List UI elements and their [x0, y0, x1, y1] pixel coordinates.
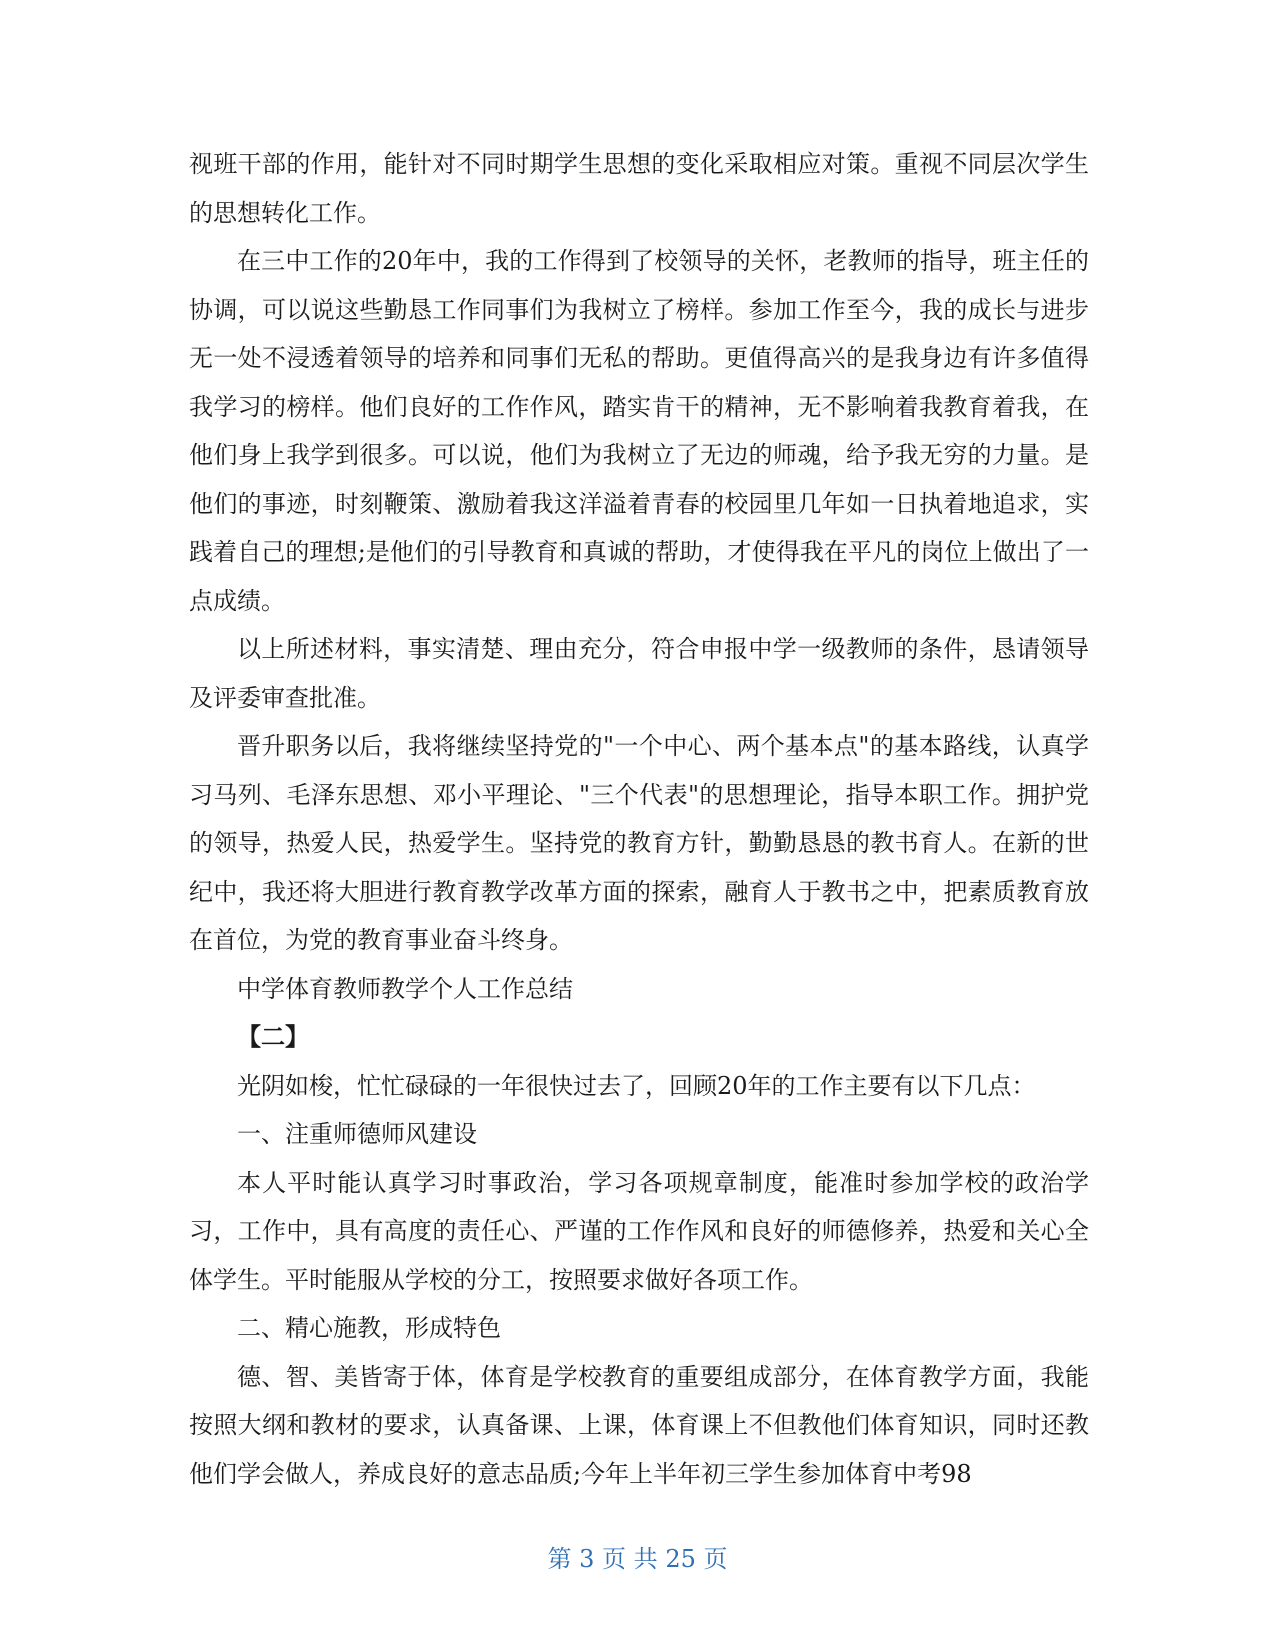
subheading-1: 一、注重师德师风建设	[237, 1120, 477, 1148]
paragraph-ethics: 本人平时能认真学习时事政治，学习各项规章制度，能准时参加学校的政治学习，工作中，具有高度的责任心、严谨的工作作风和良好的师德修养，热爱和关心全体学生。平时能服从学校的分工，按照要求做好各项工作。	[189, 1168, 1089, 1294]
footer-current-page: 3	[579, 1545, 595, 1573]
paragraph-teaching: 德、智、美皆寄于体，体育是学校教育的重要组成部分，在体育教学方面，我能按照大纲和教材的要求，认真备课、上课，体育课上不但教他们体育知识，同时还教他们学会做人，养成良好的意志品质;今年上半年初三学生参加体育中考98	[189, 1362, 1089, 1488]
document-body	[189, 140, 1089, 1498]
subheading-2: 二、精心施教，形成特色	[237, 1314, 501, 1342]
paragraph-3: 以上所述材料，事实清楚、理由充分，符合申报中学一级教师的条件，恳请领导及评委审查批准。	[189, 635, 1089, 712]
paragraph-2: 在三中工作的20年中，我的工作得到了校领导的关怀，老教师的指导，班主任的协调，可以说这些勤恳工作同事们为我树立了榜样。参加工作至今，我的成长与进步无一处不浸透着领导的培养和同事们无私的帮助。更值得高兴的是我身边有许多值得我学习的榜样。他们良好的工作作风，踏实肯干的精神，无不影响着我教育着我，在他们身上我学到很多。可以说，他们为我树立了无边的师魂，给予我无穷的力量。是他们的事迹，时刻鞭策、激励着我这洋溢着青春的校园里几年如一日执着地追求，实践着自己的理想;是他们的引导教育和真诚的帮助，才使得我在平凡的岗位上做出了一点成绩。	[189, 247, 1089, 615]
page-number-footer	[0, 1544, 1275, 1574]
footer-total-pages: 25	[665, 1545, 696, 1573]
section-title: 中学体育教师教学个人工作总结	[237, 974, 573, 1003]
footer-mid: 页 共	[602, 1545, 658, 1573]
section-number: 【二】	[237, 1022, 309, 1051]
paragraph-1: 视班干部的作用，能针对不同时期学生思想的变化采取相应对策。重视不同层次学生的思想转化工作。	[189, 150, 1089, 227]
footer-prefix: 第	[547, 1545, 572, 1573]
footer-suffix: 页	[703, 1545, 728, 1573]
paragraph-4: 晋升职务以后，我将继续坚持党的"一个中心、两个基本点"的基本路线，认真学习马列、毛泽东思想、邓小平理论、"三个代表"的思想理论，指导本职工作。拥护党的领导，热爱人民，热爱学生。坚持党的教育方针，勤勤恳恳的教书育人。在新的世纪中，我还将大胆进行教育教学改革方面的探索，融育人于教书之中，把素质教育放在首位，为党的教育事业奋斗终身。	[189, 732, 1089, 954]
paragraph-intro: 光阴如梭，忙忙碌碌的一年很快过去了，回顾20年的工作主要有以下几点：	[237, 1071, 1036, 1100]
